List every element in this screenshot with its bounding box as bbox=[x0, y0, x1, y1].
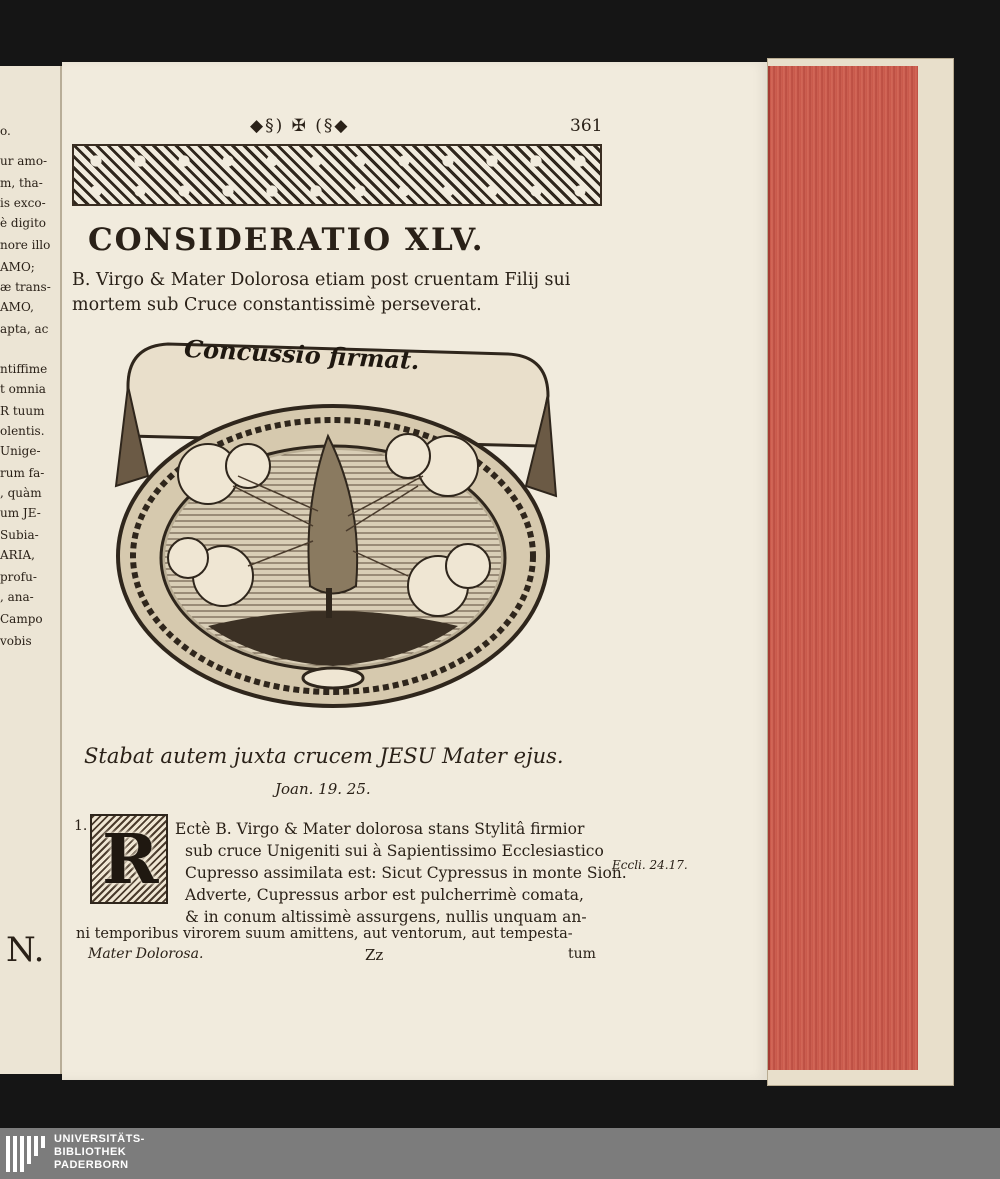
body-text-line: sub cruce Unigeniti sui à Sapientissimo Ecclesiastico bbox=[185, 842, 604, 860]
left-page-line: ARIA, bbox=[0, 548, 35, 562]
left-page-line: o. bbox=[0, 124, 11, 138]
library-name-line1: UNIVERSITÄTS- bbox=[54, 1133, 145, 1145]
running-header: ◆§) ✠ (§◆ bbox=[250, 116, 350, 136]
left-page-catchword: N. bbox=[6, 930, 45, 970]
emblem-motto: Concussio firmat. bbox=[183, 333, 421, 376]
left-page-line: ntiffime bbox=[0, 362, 48, 376]
body-text-line: Cupresso assimilata est: Sicut Cypressus in monte Sion. bbox=[185, 864, 627, 882]
decorated-initial bbox=[90, 814, 168, 904]
left-page-line: is exco- bbox=[0, 196, 46, 210]
library-logo-icon bbox=[6, 1134, 48, 1174]
left-page-line: nore illo bbox=[0, 238, 51, 252]
left-page-line: ur amo- bbox=[0, 154, 48, 168]
left-page-line: AMO; bbox=[0, 260, 35, 274]
left-page-line: æ trans- bbox=[0, 280, 51, 294]
library-name-line3: PADERBORN bbox=[54, 1159, 129, 1171]
body-text-line: & in conum altissimè assurgens, nullis unquam an- bbox=[185, 908, 587, 926]
body-text-line: Adverte, Cupressus arbor est pulcherrimè comata, bbox=[185, 886, 584, 904]
paragraph-number: 1. bbox=[74, 818, 88, 834]
red-page-edges bbox=[768, 66, 918, 1070]
left-page-line: Subia- bbox=[0, 528, 39, 542]
left-page-line: t omnia bbox=[0, 382, 46, 396]
left-page-line: m, tha- bbox=[0, 176, 43, 190]
marginal-note: Eccli. 24.17. bbox=[612, 858, 688, 872]
body-text-line: Ectè B. Virgo & Mater dolorosa stans Stylitâ firmior bbox=[175, 820, 585, 838]
scripture-reference: Joan. 19. 25. bbox=[275, 780, 371, 798]
left-page-line: Unige- bbox=[0, 444, 41, 458]
left-page-line: , quàm bbox=[0, 486, 42, 500]
left-page-line: olentis. bbox=[0, 424, 45, 438]
footer-direction-line: Mater Dolorosa. bbox=[88, 946, 204, 962]
ornamental-headpiece bbox=[72, 144, 602, 206]
left-page-line: AMO, bbox=[0, 300, 34, 314]
left-page-line: um JE- bbox=[0, 506, 41, 520]
left-page-line: apta, ac bbox=[0, 322, 49, 336]
left-page-fragment bbox=[0, 66, 62, 1074]
left-page-line: è digito bbox=[0, 216, 47, 230]
body-text-line: ni temporibus virorem suum amittens, aut ventorum, aut tempesta- bbox=[76, 926, 573, 942]
left-page-line: rum fa- bbox=[0, 466, 45, 480]
library-name-line2: BIBLIOTHEK bbox=[54, 1146, 127, 1158]
emblem-engraving bbox=[108, 326, 558, 721]
page-number: 361 bbox=[570, 116, 603, 136]
chapter-subtitle: B. Virgo & Mater Dolorosa etiam post cruentam Filij sui mortem sub Cruce constantissimè perseverat. bbox=[72, 270, 571, 315]
catchword: tum bbox=[568, 946, 596, 962]
scripture-quote: Stabat autem juxta crucem JESU Mater ejus. bbox=[84, 744, 564, 768]
left-page-line: profu- bbox=[0, 570, 37, 584]
left-page-line: vobis bbox=[0, 634, 32, 648]
left-page-line: , ana- bbox=[0, 590, 34, 604]
library-logo-text[interactable] bbox=[54, 1133, 145, 1172]
initial-letter: R bbox=[102, 820, 159, 900]
chapter-title: CONSIDERATIO XLV. bbox=[88, 222, 485, 258]
library-footer-bar bbox=[0, 1128, 1000, 1179]
signature-mark: Zz bbox=[365, 946, 384, 964]
left-page-line: Campo bbox=[0, 612, 43, 626]
left-page-line: R tuum bbox=[0, 404, 45, 418]
